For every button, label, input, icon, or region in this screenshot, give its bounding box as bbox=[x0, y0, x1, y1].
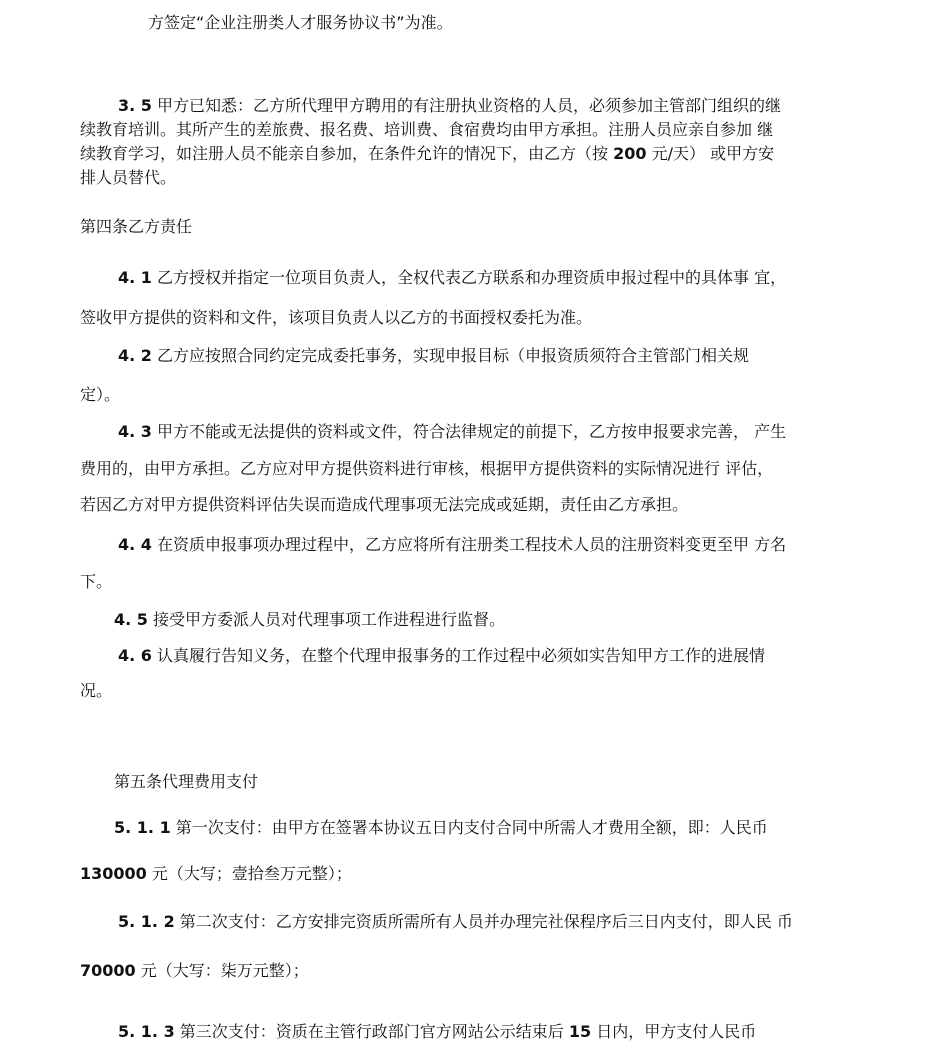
paragraph-line: 方签定“企业注册类人才服务协议书”为准。 bbox=[148, 13, 453, 32]
line-text: 元（大写：柒万元整）； bbox=[140, 961, 309, 980]
clause-number: 4. 1 bbox=[118, 268, 152, 287]
amount-number: 200 bbox=[613, 144, 647, 163]
clause-4-3 bbox=[118, 421, 786, 443]
article-heading: 第五条代理费用支付 bbox=[114, 772, 259, 791]
clause-text: 甲方不能或无法提供的资料或文件，符合法律规定的前提下，乙方按申报要求完善， 产生 bbox=[157, 422, 787, 441]
paragraph-line: 若因乙方对甲方提供资料评估失误而造成代理事项无法完成或延期，责任由乙方承担。 bbox=[80, 495, 689, 514]
clause-number: 4. 2 bbox=[118, 346, 152, 365]
paragraph-line: 排人员替代。 bbox=[80, 168, 177, 187]
clause-text: 接受甲方委派人员对代理事项工作进程进行监督。 bbox=[153, 610, 506, 629]
clause-text: 乙方授权并指定一位项目负责人，全权代表乙方联系和办理资质申报过程中的具体事 宜， bbox=[157, 268, 787, 287]
days-number: 15 bbox=[568, 1022, 592, 1041]
clause-text: 第一次支付：由甲方在签署本协议五日内支付合同中所需人才费用全额，即：人民币 bbox=[175, 818, 768, 837]
clause-number: 4. 5 bbox=[114, 610, 148, 629]
line-text: 元/天） 或甲方安 bbox=[651, 144, 775, 163]
clause-4-2 bbox=[118, 345, 749, 367]
clause-number: 5. 1. 3 bbox=[118, 1022, 175, 1041]
clause-text: 认真履行告知义务，在整个代理申报事务的工作过程中必须如实告知甲方工作的进展情 bbox=[157, 646, 766, 665]
line-text: 续教育学习，如注册人员不能亲自参加，在条件允许的情况下，由乙方（按 bbox=[80, 144, 609, 163]
clause-text: 乙方应按照合同约定完成委托事务，实现申报目标（申报资质须符合主管部门相关规 bbox=[157, 346, 750, 365]
article-heading: 第四条乙方责任 bbox=[80, 217, 193, 236]
clause-number: 5. 1. 2 bbox=[118, 912, 175, 931]
paragraph-line: 费用的，由甲方承担。乙方应对甲方提供资料进行审核，根据甲方提供资料的实际情况进行 评估， bbox=[80, 459, 774, 478]
clause-number: 5. 1. 1 bbox=[114, 818, 171, 837]
clause-4-5 bbox=[114, 609, 505, 631]
paragraph-line: 签收甲方提供的资料和文件，该项目负责人以乙方的书面授权委托为准。 bbox=[80, 308, 593, 327]
paragraph-line: 定）。 bbox=[80, 385, 121, 404]
clause-number: 4. 3 bbox=[118, 422, 152, 441]
paragraph-line bbox=[80, 960, 309, 982]
clause-5-1-3 bbox=[118, 1021, 756, 1043]
clause-text: 日内，甲方支付人民币 bbox=[596, 1022, 757, 1041]
clause-text: 第二次支付：乙方安排完资质所需所有人员并办理完社保程序后三日内支付，即人民 币 bbox=[179, 912, 793, 931]
line-text: 元（大写；壹拾叁万元整）； bbox=[151, 864, 352, 883]
clause-text: 第三次支付：资质在主管行政部门官方网站公示结束后 bbox=[179, 1022, 564, 1041]
clause-5-1-1 bbox=[114, 817, 768, 839]
clause-text: 甲方已知悉：乙方所代理甲方聘用的有注册执业资格的人员，必须参加主管部门组织的继 bbox=[157, 96, 782, 115]
amount-number: 130000 bbox=[80, 864, 147, 883]
paragraph-line: 续教育培训。其所产生的差旅费、报名费、培训费、食宿费均由甲方承担。注册人员应亲自参加 继 bbox=[80, 120, 774, 139]
amount-number: 70000 bbox=[80, 961, 136, 980]
paragraph-line bbox=[80, 143, 774, 165]
clause-4-4 bbox=[118, 534, 786, 556]
clause-5-1-2 bbox=[118, 911, 793, 933]
clause-number: 3. 5 bbox=[118, 96, 152, 115]
paragraph-line: 下。 bbox=[80, 572, 113, 591]
clause-3-5 bbox=[118, 95, 781, 117]
paragraph-line: 况。 bbox=[80, 681, 113, 700]
clause-number: 4. 4 bbox=[118, 535, 152, 554]
clause-number: 4. 6 bbox=[118, 646, 152, 665]
clause-text: 在资质申报事项办理过程中，乙方应将所有注册类工程技术人员的注册资料变更至甲 方名 bbox=[157, 535, 787, 554]
clause-4-1 bbox=[118, 267, 786, 289]
paragraph-line bbox=[80, 863, 352, 885]
clause-4-6 bbox=[118, 645, 765, 667]
